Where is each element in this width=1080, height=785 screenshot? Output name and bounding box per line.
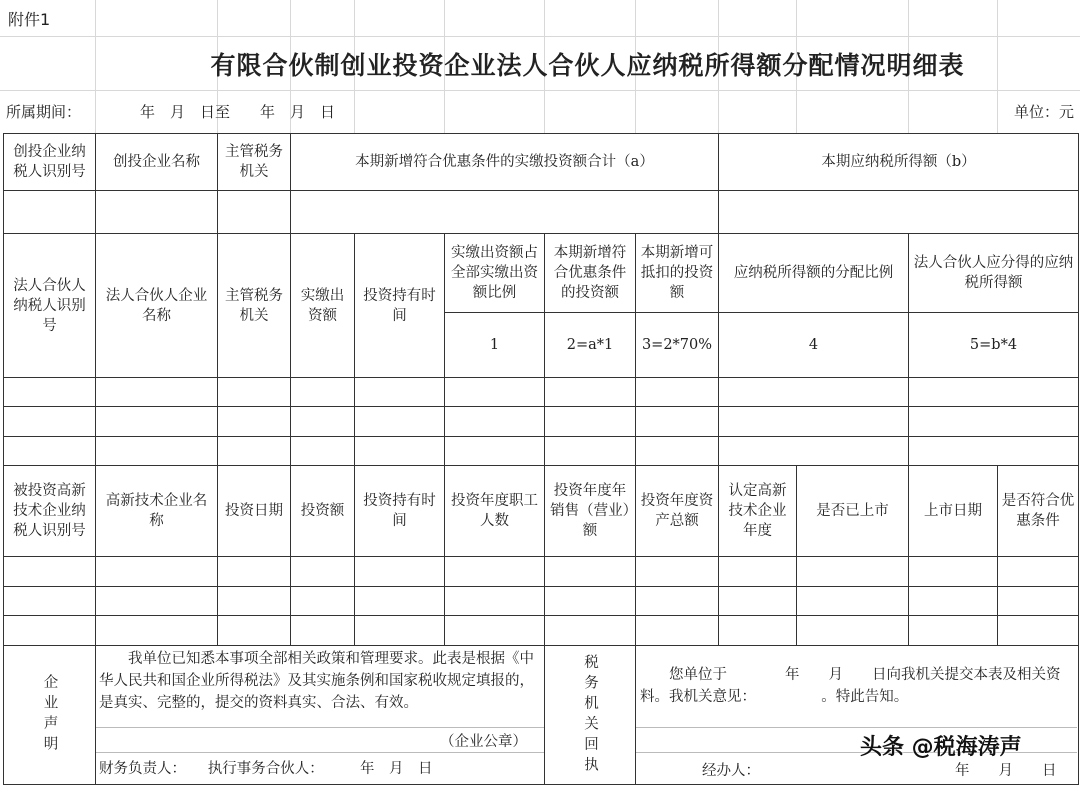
- header-hitech-1: 被投资高新技术企业纳税人识别号: [3, 465, 96, 557]
- receipt-label: 税务机关回执: [544, 645, 636, 785]
- input-cell[interactable]: [444, 586, 545, 616]
- input-cell[interactable]: [444, 377, 545, 407]
- input-cell[interactable]: [290, 615, 355, 646]
- input-cell[interactable]: [718, 190, 1079, 234]
- header-holding-period: 投资持有时间: [354, 233, 445, 378]
- input-cell[interactable]: [354, 556, 445, 587]
- declaration-signers: 财务负责人： 执行事务合伙人： 年 月 日: [99, 760, 433, 777]
- header-deductible: 本期新增可抵扣的投资额: [635, 233, 719, 313]
- input-cell[interactable]: [544, 377, 636, 407]
- header-hitech-12: 是否符合优惠条件: [997, 465, 1079, 557]
- input-cell[interactable]: [354, 377, 445, 407]
- header-hitech-4: 投资额: [290, 465, 355, 557]
- input-cell[interactable]: [908, 615, 998, 646]
- input-cell[interactable]: [544, 615, 636, 646]
- input-cell[interactable]: [718, 556, 797, 587]
- formula-4: 4: [718, 312, 909, 378]
- attachment-label: 附件1: [8, 9, 51, 29]
- input-cell[interactable]: [635, 377, 719, 407]
- header-paid-capital: 实缴出资额: [290, 233, 355, 378]
- watermark: 头条 @税海涛声: [860, 735, 1022, 760]
- input-cell[interactable]: [290, 436, 355, 466]
- formula-2: 2=a*1: [544, 312, 636, 378]
- input-cell[interactable]: [908, 436, 1079, 466]
- input-cell[interactable]: [217, 615, 291, 646]
- input-cell[interactable]: [444, 615, 545, 646]
- input-cell[interactable]: [217, 406, 291, 437]
- input-cell[interactable]: [997, 556, 1079, 587]
- header-company-name: 创投企业名称: [95, 133, 218, 191]
- header-allocated-income: 法人合伙人应分得的应纳税所得额: [908, 233, 1079, 313]
- header-hitech-8: 投资年度资产总额: [635, 465, 719, 557]
- input-cell[interactable]: [3, 556, 96, 587]
- receipt-text: 您单位于 年 月 日向我机关提交本表及相关资料。我机关意见： 。特此告知。: [640, 667, 1061, 705]
- input-cell[interactable]: [3, 615, 96, 646]
- input-cell[interactable]: [444, 556, 545, 587]
- input-cell[interactable]: [444, 406, 545, 437]
- receipt-date: 年 月 日: [955, 762, 1057, 779]
- period-label: 所属期间：: [6, 103, 82, 121]
- input-cell[interactable]: [718, 406, 909, 437]
- header-taxpayer-id: 创投企业纳税人识别号: [3, 133, 96, 191]
- header-hitech-3: 投资日期: [217, 465, 291, 557]
- header-new-investment: 本期新增符合优惠条件的投资额: [544, 233, 636, 313]
- formula-5: 5=b*4: [908, 312, 1079, 378]
- header-partner-id: 法人合伙人纳税人识别号: [3, 233, 96, 378]
- input-cell[interactable]: [908, 377, 1079, 407]
- input-cell[interactable]: [217, 436, 291, 466]
- input-cell[interactable]: [635, 586, 719, 616]
- input-cell[interactable]: [544, 556, 636, 587]
- input-cell[interactable]: [444, 436, 545, 466]
- input-cell[interactable]: [718, 377, 909, 407]
- divider: [636, 727, 1077, 728]
- input-cell[interactable]: [635, 436, 719, 466]
- input-cell[interactable]: [290, 406, 355, 437]
- header-taxable-income: 本期应纳税所得额（b）: [718, 133, 1079, 191]
- header-investment-total: 本期新增符合优惠条件的实缴投资额合计（a）: [290, 133, 719, 191]
- input-cell[interactable]: [217, 556, 291, 587]
- input-cell[interactable]: [544, 406, 636, 437]
- input-cell[interactable]: [217, 377, 291, 407]
- input-cell[interactable]: [635, 556, 719, 587]
- input-cell[interactable]: [3, 436, 96, 466]
- header-hitech-9: 认定高新技术企业年度: [718, 465, 797, 557]
- input-cell[interactable]: [718, 615, 797, 646]
- gridline: [0, 36, 1080, 37]
- input-cell[interactable]: [796, 586, 909, 616]
- header-tax-authority: 主管税务机关: [217, 133, 291, 191]
- input-cell[interactable]: [95, 615, 218, 646]
- header-hitech-2: 高新技术企业名称: [95, 465, 218, 557]
- input-cell[interactable]: [290, 377, 355, 407]
- input-cell[interactable]: [908, 586, 998, 616]
- input-cell[interactable]: [796, 615, 909, 646]
- input-cell[interactable]: [635, 406, 719, 437]
- formula-3: 3=2*70%: [635, 312, 719, 378]
- input-cell[interactable]: [718, 436, 909, 466]
- header-partner-tax-authority: 主管税务机关: [217, 233, 291, 378]
- input-cell[interactable]: [354, 406, 445, 437]
- unit-label: 单位：元: [1013, 103, 1074, 121]
- input-cell[interactable]: [3, 586, 96, 616]
- period-value: 年 月 日至 年 月 日: [140, 103, 336, 121]
- input-cell[interactable]: [997, 615, 1079, 646]
- input-cell[interactable]: [217, 586, 291, 616]
- input-cell[interactable]: [95, 406, 218, 437]
- input-cell[interactable]: [95, 586, 218, 616]
- input-cell[interactable]: [354, 586, 445, 616]
- input-cell[interactable]: [908, 406, 1079, 437]
- header-hitech-7: 投资年度年销售（营业）额: [544, 465, 636, 557]
- input-cell[interactable]: [635, 615, 719, 646]
- input-cell[interactable]: [290, 556, 355, 587]
- header-hitech-10: 是否已上市: [796, 465, 909, 557]
- input-cell[interactable]: [354, 436, 445, 466]
- input-cell[interactable]: [3, 190, 96, 234]
- header-allocation-ratio: 应纳税所得额的分配比例: [718, 233, 909, 313]
- input-cell[interactable]: [908, 556, 998, 587]
- page-title: 有限合伙制创业投资企业法人合伙人应纳税所得额分配情况明细表: [210, 51, 965, 80]
- header-partner-name: 法人合伙人企业名称: [95, 233, 218, 378]
- input-cell[interactable]: [3, 377, 96, 407]
- input-cell[interactable]: [796, 556, 909, 587]
- input-cell[interactable]: [354, 615, 445, 646]
- input-cell[interactable]: [544, 436, 636, 466]
- input-cell[interactable]: [95, 556, 218, 587]
- input-cell[interactable]: [3, 406, 96, 437]
- input-cell[interactable]: [290, 586, 355, 616]
- input-cell[interactable]: [718, 586, 797, 616]
- input-cell[interactable]: [997, 586, 1079, 616]
- receipt-handler: 经办人：: [702, 762, 760, 779]
- header-hitech-5: 投资持有时间: [354, 465, 445, 557]
- input-cell[interactable]: [290, 190, 719, 234]
- header-hitech-6: 投资年度职工人数: [444, 465, 545, 557]
- input-cell[interactable]: [95, 190, 218, 234]
- header-hitech-11: 上市日期: [908, 465, 998, 557]
- input-cell[interactable]: [95, 377, 218, 407]
- company-seal-label: （企业公章）: [440, 733, 527, 750]
- declaration-label: 企业声明: [3, 645, 96, 785]
- input-cell[interactable]: [544, 586, 636, 616]
- input-cell[interactable]: [95, 436, 218, 466]
- input-cell[interactable]: [217, 190, 291, 234]
- header-capital-ratio: 实缴出资额占全部实缴出资额比例: [444, 233, 545, 313]
- formula-1: 1: [444, 312, 545, 378]
- declaration-text: 我单位已知悉本事项全部相关政策和管理要求。此表是根据《中华人民共和国企业所得税法》及其实施条例和国家税收规定填报的，是真实、完整的，提交的资料真实、合法、有效。: [99, 651, 534, 711]
